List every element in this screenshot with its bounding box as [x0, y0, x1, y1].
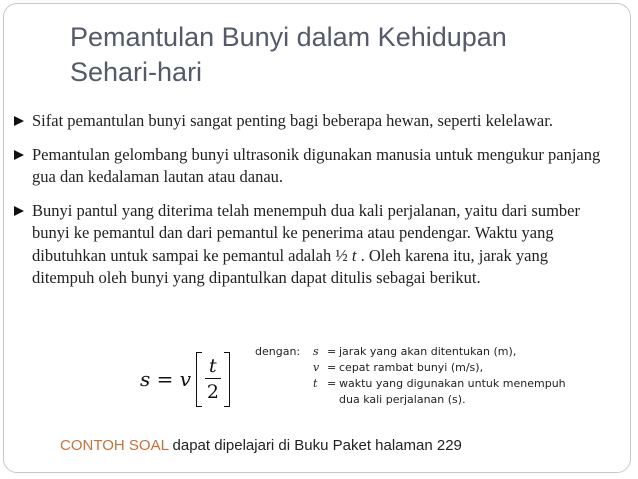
legend-symbol: t [313, 377, 318, 390]
footer-note [60, 437, 462, 454]
bullet-text-variable: t [351, 245, 357, 265]
legend-symbol: v [313, 361, 320, 374]
legend-continuation: dua kali perjalanan (s). [339, 393, 466, 406]
legend-equals: = [327, 361, 337, 374]
bullet-text-part: . Oleh karena itu, jarak yang ditempuh oleh bunyi yang dipantulkan dapat ditulis sebagai berikut. [32, 245, 548, 287]
legend-description: cepat rambat bunyi (m/s), [339, 361, 484, 374]
bullet-item [14, 200, 614, 290]
footer-highlight: CONTOH SOAL [60, 437, 169, 454]
bullet-text: Pemantulan gelombang bunyi ultrasonik digunakan manusia untuk mengukur panjang gua dan kedalaman lautan atau danau. [32, 144, 601, 186]
formula-denominator: 2 [206, 380, 219, 403]
bullet-list [14, 110, 614, 301]
triangle-bullet-icon [14, 150, 24, 160]
formula-legend [255, 344, 585, 408]
legend-description: waktu yang digunakan untuk menempuh [339, 377, 566, 390]
legend-lead: dengan: [255, 345, 301, 358]
legend-row [255, 376, 585, 392]
bullet-text: Sifat pemantulan bunyi sangat penting bagi beberapa hewan, seperti kelelawar. [32, 111, 553, 130]
formula-lhs: s = v [140, 367, 192, 391]
slide-title-line-2: Sehari-hari [70, 57, 203, 87]
legend-equals: = [327, 345, 337, 358]
bullet-text-part: Bunyi pantul yang diterima telah menempuh dua kali perjalanan, yaitu dari sumber bunyi ke pemantul dan dari pemantul ke penerima atau pendengar. Waktu yang dibutuhkan untuk sampai ke pemantul adalah ½ [32, 200, 581, 265]
footer-text: dapat dipelajari di Buku Paket halaman 229 [168, 437, 462, 454]
bullet-item [14, 144, 614, 189]
legend-row [255, 360, 585, 376]
formula-numerator: t [205, 354, 221, 379]
distance-formula [140, 346, 230, 412]
slide-title [70, 20, 590, 90]
triangle-bullet-icon [14, 206, 24, 216]
legend-symbol: s [313, 345, 319, 358]
formula-bracket [196, 352, 230, 407]
slide-title-line-1: Pemantulan Bunyi dalam Kehidupan [70, 22, 507, 52]
legend-description: jarak yang akan ditentukan (m), [339, 345, 517, 358]
triangle-bullet-icon [14, 116, 24, 126]
bullet-item [14, 110, 614, 133]
legend-row [255, 344, 585, 360]
legend-continuation-row [255, 392, 585, 408]
legend-equals: = [327, 377, 337, 390]
